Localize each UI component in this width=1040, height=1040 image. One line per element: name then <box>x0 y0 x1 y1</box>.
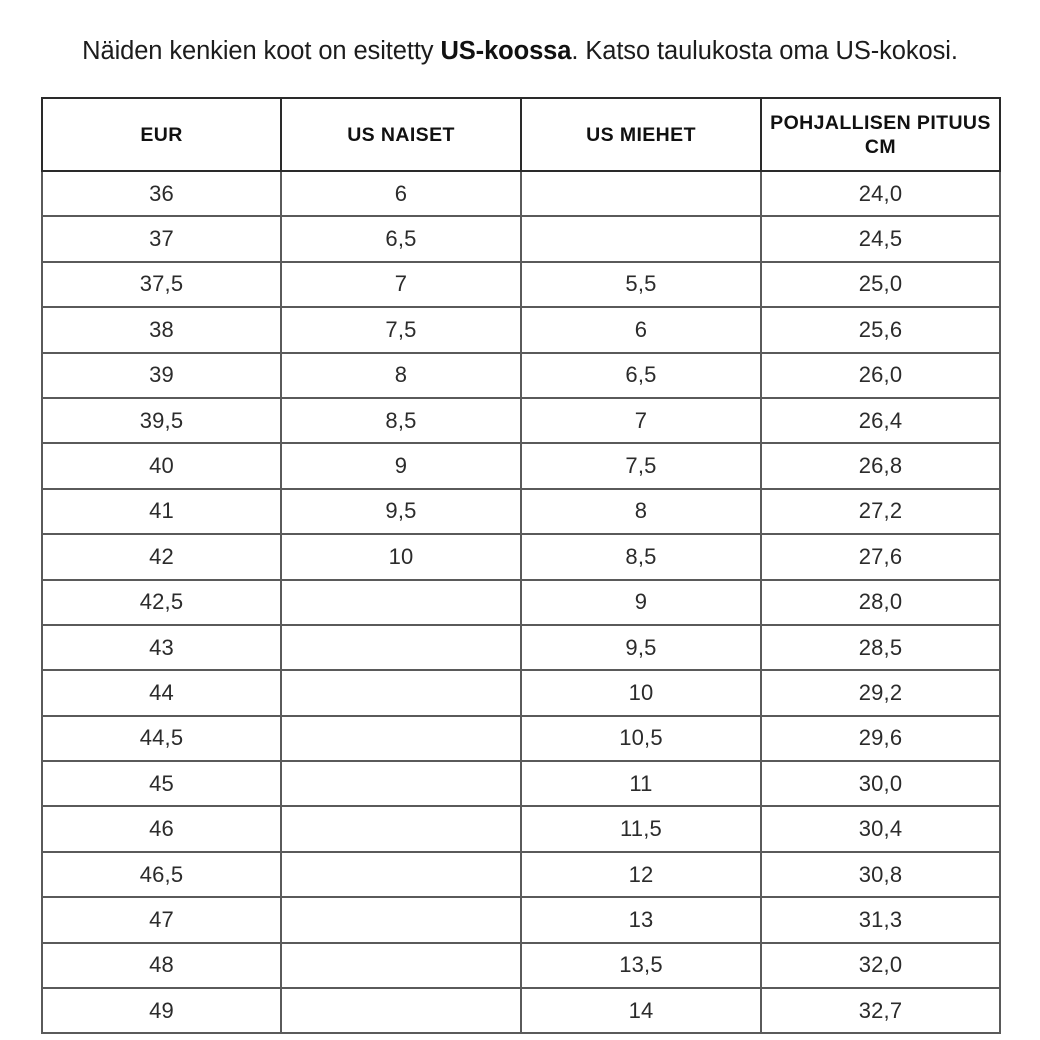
cell-eur: 39,5 <box>42 398 281 443</box>
table-row <box>42 806 1000 851</box>
cell-us-miehet: 9 <box>521 580 761 625</box>
cell-length-cm: 25,0 <box>761 262 1000 307</box>
cell-us-miehet: 11,5 <box>521 806 761 851</box>
cell-us-miehet <box>521 216 761 261</box>
cell-length-cm: 31,3 <box>761 897 1000 942</box>
table-header-row <box>42 98 1000 171</box>
column-header-eur: EUR <box>42 98 281 171</box>
cell-length-cm: 26,0 <box>761 353 1000 398</box>
table-body <box>42 171 1000 1033</box>
cell-length-cm: 28,0 <box>761 580 1000 625</box>
intro-text-part1: Näiden kenkien koot on esitetty <box>82 36 441 65</box>
intro-text <box>60 34 980 68</box>
table-row <box>42 716 1000 761</box>
table-row <box>42 489 1000 534</box>
intro-text-emphasis: US-koossa <box>440 36 572 65</box>
cell-length-cm: 29,6 <box>761 716 1000 761</box>
cell-us-naiset <box>281 580 521 625</box>
cell-length-cm: 30,4 <box>761 806 1000 851</box>
table-row <box>42 988 1000 1033</box>
cell-eur: 45 <box>42 761 281 806</box>
cell-us-naiset: 8 <box>281 353 521 398</box>
table-row <box>42 625 1000 670</box>
table-row <box>42 262 1000 307</box>
cell-us-naiset: 6,5 <box>281 216 521 261</box>
cell-length-cm: 26,8 <box>761 443 1000 488</box>
cell-us-naiset <box>281 716 521 761</box>
cell-eur: 49 <box>42 988 281 1033</box>
cell-us-miehet: 12 <box>521 852 761 897</box>
cell-us-miehet: 14 <box>521 988 761 1033</box>
cell-us-naiset <box>281 625 521 670</box>
cell-eur: 41 <box>42 489 281 534</box>
table-row <box>42 353 1000 398</box>
cell-eur: 47 <box>42 897 281 942</box>
cell-us-naiset <box>281 988 521 1033</box>
cell-eur: 46,5 <box>42 852 281 897</box>
cell-us-naiset <box>281 852 521 897</box>
table-row <box>42 171 1000 216</box>
cell-us-miehet: 10 <box>521 670 761 715</box>
table-row <box>42 216 1000 261</box>
table-row <box>42 534 1000 579</box>
cell-eur: 42 <box>42 534 281 579</box>
intro-text-part2: . Katso taulukosta oma US-kokosi. <box>571 36 958 65</box>
cell-eur: 48 <box>42 943 281 988</box>
cell-us-miehet: 11 <box>521 761 761 806</box>
cell-length-cm: 27,6 <box>761 534 1000 579</box>
cell-us-naiset: 9,5 <box>281 489 521 534</box>
cell-length-cm: 30,8 <box>761 852 1000 897</box>
table-row <box>42 398 1000 443</box>
cell-length-cm: 32,7 <box>761 988 1000 1033</box>
cell-eur: 44 <box>42 670 281 715</box>
cell-us-naiset <box>281 761 521 806</box>
shoe-size-table <box>41 97 1001 1034</box>
table-row <box>42 897 1000 942</box>
table-row <box>42 580 1000 625</box>
cell-length-cm: 29,2 <box>761 670 1000 715</box>
column-header-us-naiset: US NAISET <box>281 98 521 171</box>
cell-eur: 40 <box>42 443 281 488</box>
cell-us-miehet: 7,5 <box>521 443 761 488</box>
cell-eur: 38 <box>42 307 281 352</box>
cell-us-naiset: 7,5 <box>281 307 521 352</box>
cell-us-miehet: 13 <box>521 897 761 942</box>
cell-us-miehet <box>521 171 761 216</box>
cell-us-naiset: 10 <box>281 534 521 579</box>
table-header <box>42 98 1000 171</box>
column-header-us-miehet: US MIEHET <box>521 98 761 171</box>
cell-length-cm: 30,0 <box>761 761 1000 806</box>
cell-us-naiset: 7 <box>281 262 521 307</box>
cell-us-naiset: 6 <box>281 171 521 216</box>
cell-us-miehet: 6,5 <box>521 353 761 398</box>
cell-us-miehet: 13,5 <box>521 943 761 988</box>
cell-us-miehet: 9,5 <box>521 625 761 670</box>
cell-eur: 43 <box>42 625 281 670</box>
cell-us-miehet: 5,5 <box>521 262 761 307</box>
cell-us-miehet: 10,5 <box>521 716 761 761</box>
cell-eur: 46 <box>42 806 281 851</box>
cell-eur: 44,5 <box>42 716 281 761</box>
cell-eur: 36 <box>42 171 281 216</box>
cell-eur: 37,5 <box>42 262 281 307</box>
cell-us-naiset <box>281 943 521 988</box>
table-row <box>42 443 1000 488</box>
cell-eur: 37 <box>42 216 281 261</box>
cell-us-naiset <box>281 806 521 851</box>
table-row <box>42 852 1000 897</box>
cell-us-naiset: 8,5 <box>281 398 521 443</box>
table-row <box>42 761 1000 806</box>
table-row <box>42 943 1000 988</box>
cell-us-naiset <box>281 897 521 942</box>
cell-us-naiset <box>281 670 521 715</box>
cell-length-cm: 32,0 <box>761 943 1000 988</box>
cell-length-cm: 24,0 <box>761 171 1000 216</box>
cell-us-miehet: 8,5 <box>521 534 761 579</box>
table-row <box>42 670 1000 715</box>
cell-length-cm: 25,6 <box>761 307 1000 352</box>
cell-eur: 39 <box>42 353 281 398</box>
column-header-pohjallisen-pituus-cm: POHJALLISEN PITUUS CM <box>761 98 1000 171</box>
table-row <box>42 307 1000 352</box>
cell-length-cm: 24,5 <box>761 216 1000 261</box>
cell-us-naiset: 9 <box>281 443 521 488</box>
cell-us-miehet: 8 <box>521 489 761 534</box>
cell-us-miehet: 6 <box>521 307 761 352</box>
cell-us-miehet: 7 <box>521 398 761 443</box>
cell-length-cm: 27,2 <box>761 489 1000 534</box>
cell-eur: 42,5 <box>42 580 281 625</box>
cell-length-cm: 28,5 <box>761 625 1000 670</box>
cell-length-cm: 26,4 <box>761 398 1000 443</box>
